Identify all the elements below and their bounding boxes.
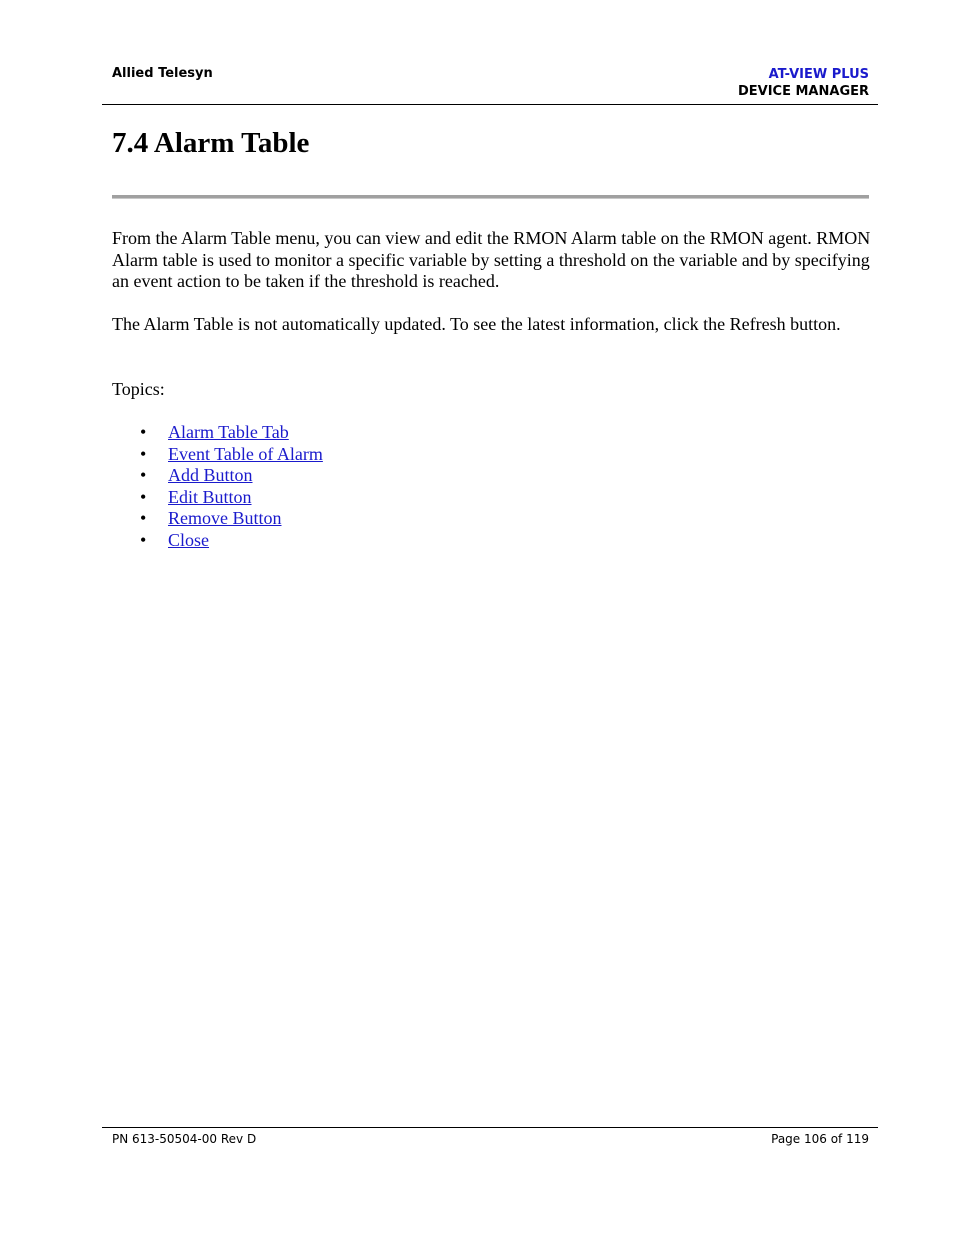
part-number: PN 613-50504-00 Rev D <box>112 1132 257 1146</box>
module-name: DEVICE MANAGER <box>737 84 869 99</box>
list-item <box>112 530 323 552</box>
topics-label: Topics: <box>112 379 165 399</box>
list-item <box>112 487 323 509</box>
product-name: AT-VIEW PLUS <box>768 67 869 82</box>
footer-divider <box>102 1127 878 1128</box>
bullet-icon: • <box>140 529 147 550</box>
section-title: 7.4 Alarm Table <box>112 127 310 159</box>
list-item <box>112 508 323 530</box>
bullet-icon: • <box>140 443 147 464</box>
list-item <box>112 465 323 487</box>
page-number: Page 106 of 119 <box>771 1132 869 1146</box>
company-name: Allied Telesyn <box>112 66 213 81</box>
title-divider <box>112 195 869 199</box>
topic-link-remove-button[interactable]: Remove Button <box>168 508 282 528</box>
bullet-icon: • <box>140 422 147 442</box>
topics-list <box>112 422 323 551</box>
bullet-icon: • <box>140 508 147 528</box>
topic-link-alarm-table-tab[interactable]: Alarm Table Tab <box>168 422 289 442</box>
header-product-block <box>738 66 869 100</box>
list-item <box>112 444 323 466</box>
list-item <box>112 422 323 444</box>
intro-paragraph: From the Alarm Table menu, you can view and edit the RMON Alarm table on the RMON agent. RMON Alarm table is used to monitor a specific variable by setting a threshold on the variable and by specifying an event action to be taken if the threshold is reached. <box>112 228 871 291</box>
bullet-icon: • <box>140 465 147 485</box>
header-divider <box>102 104 878 105</box>
bullet-icon: • <box>140 486 147 507</box>
topic-link-close[interactable]: Close <box>168 529 210 550</box>
update-note-paragraph: The Alarm Table is not automatically updated. To see the latest information, click the Refresh button. <box>112 314 841 334</box>
topic-link-edit-button[interactable]: Edit Button <box>168 486 252 507</box>
topic-link-event-table-of-alarm[interactable]: Event Table of Alarm <box>168 443 323 464</box>
topic-link-add-button[interactable]: Add Button <box>168 465 253 485</box>
